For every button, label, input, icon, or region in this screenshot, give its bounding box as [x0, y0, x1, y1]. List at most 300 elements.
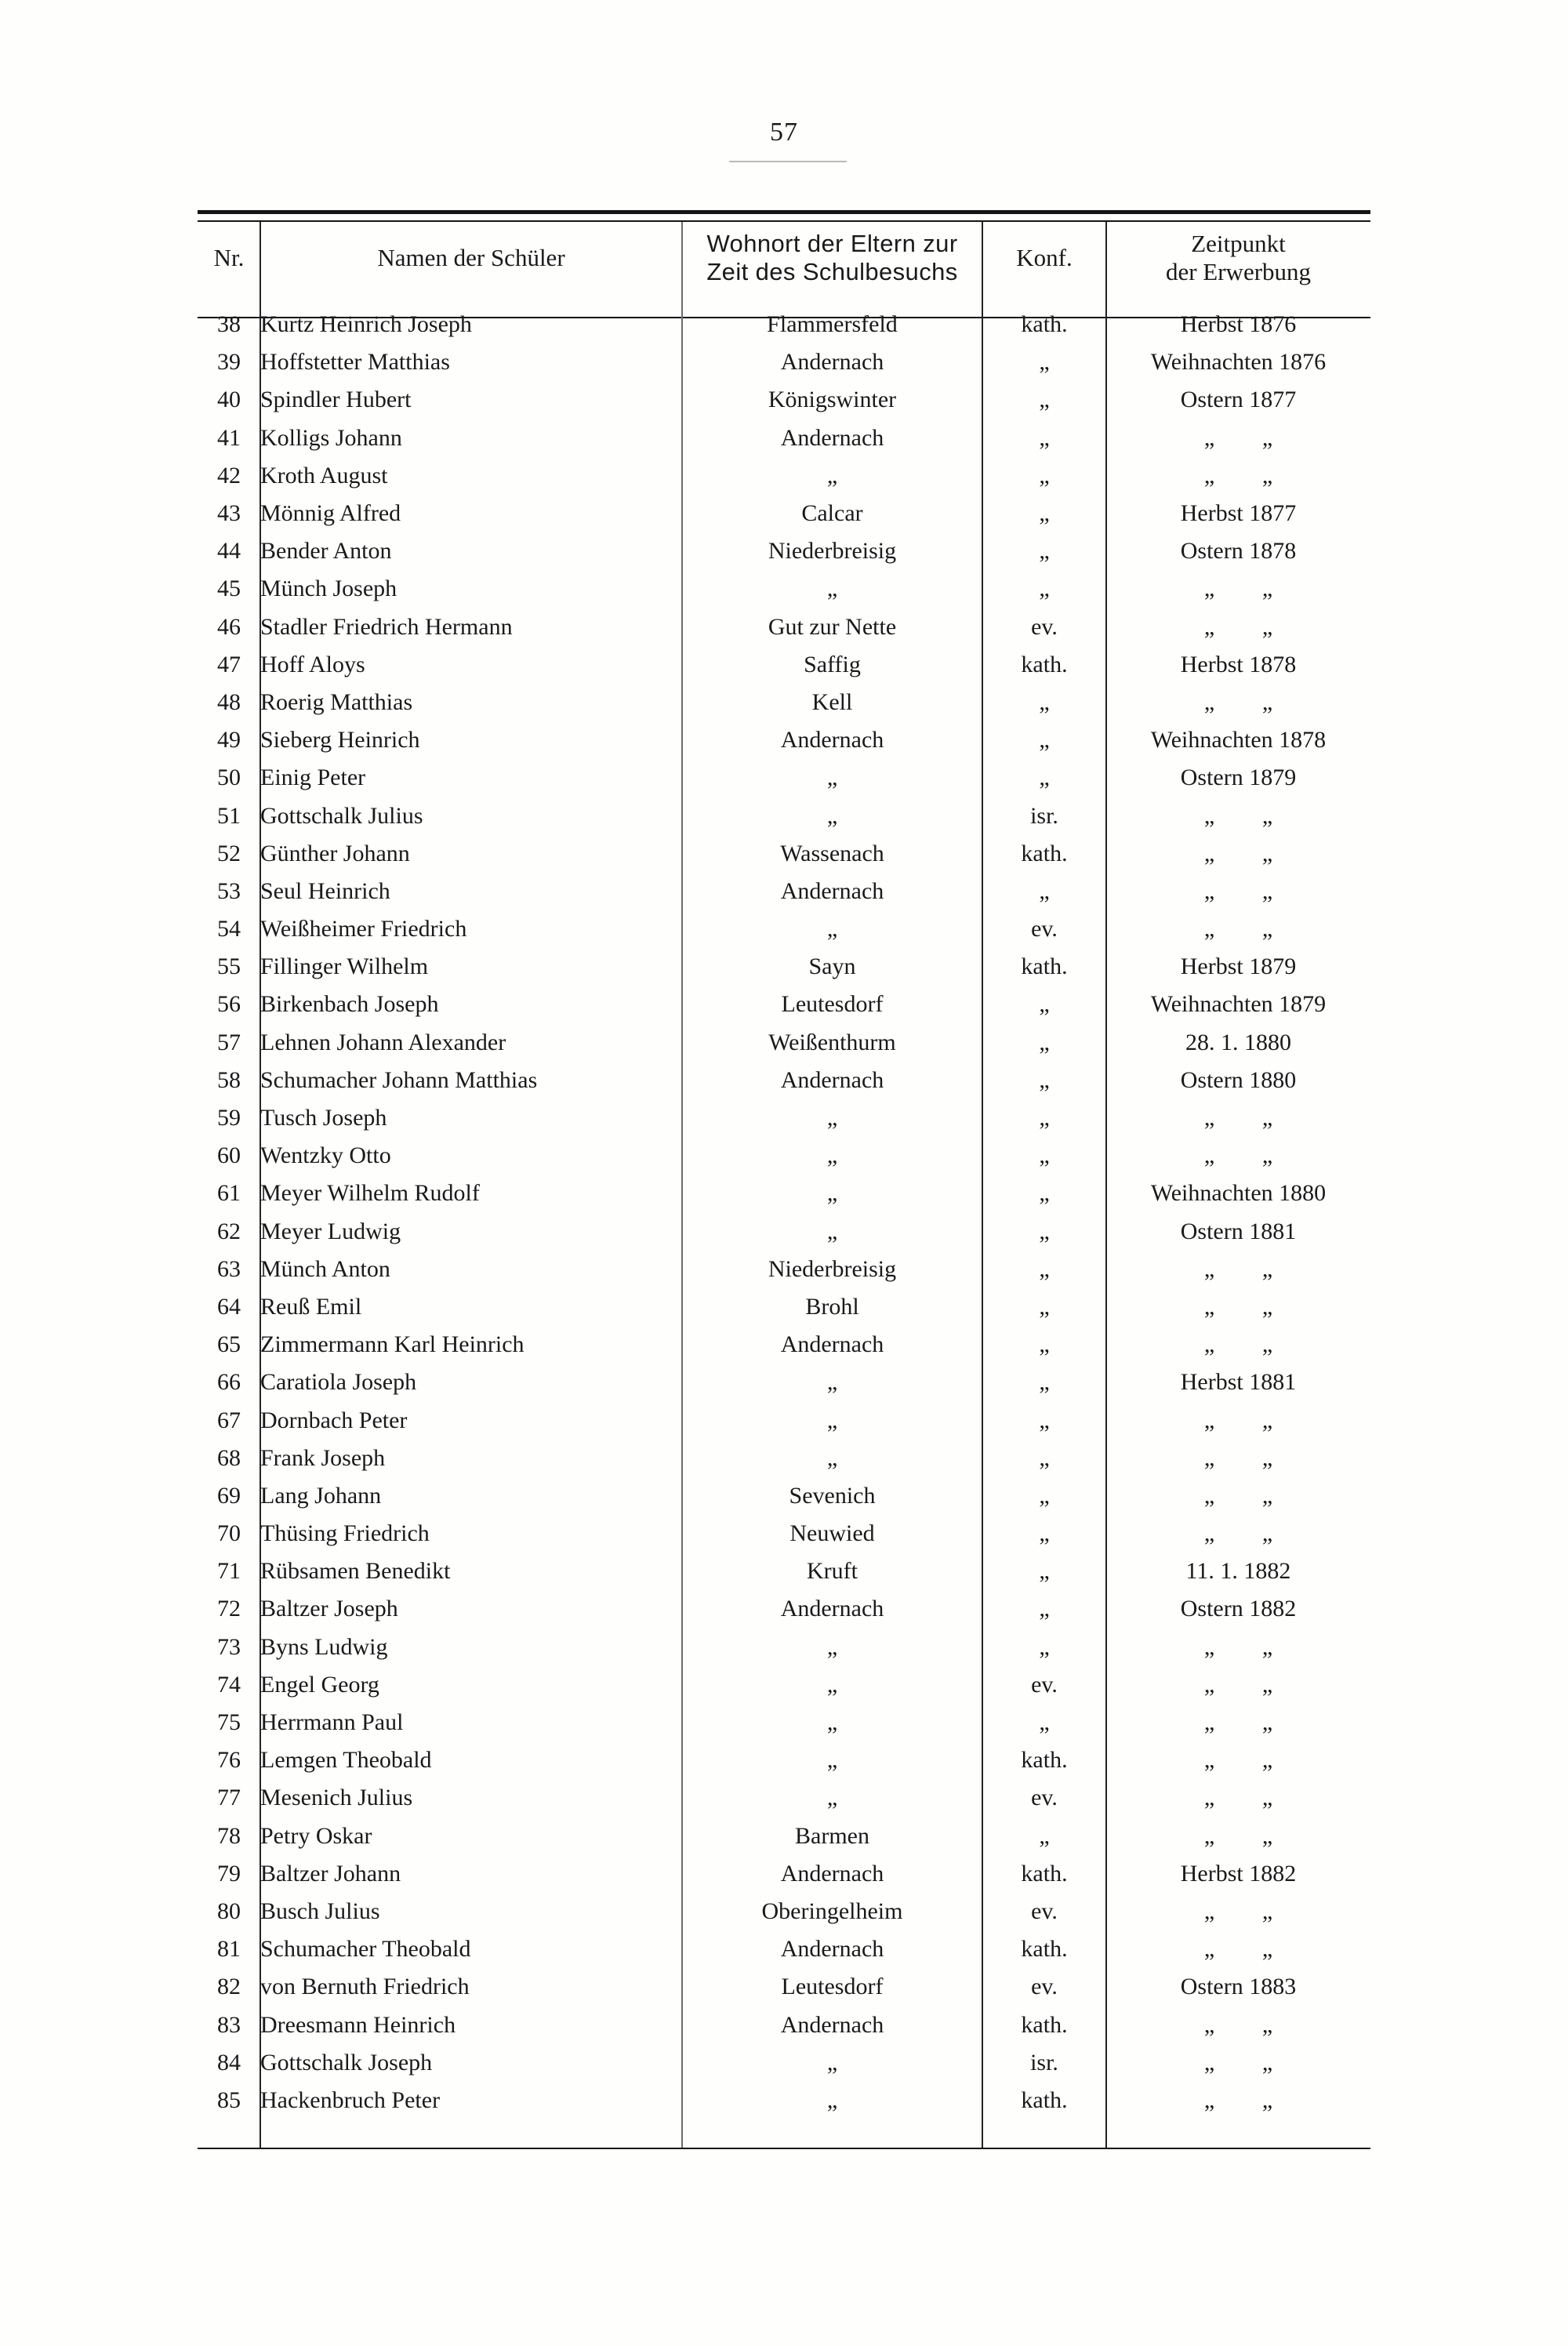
table-row [198, 1024, 1370, 1062]
cell-name: Bender Anton [260, 538, 392, 565]
table-row [198, 1779, 1370, 1817]
table-row [198, 381, 1370, 419]
cell-nr: 57 [217, 1029, 241, 1055]
cell-name: Baltzer Johann [260, 1860, 401, 1887]
cell-wohnort: Andernach [780, 2011, 884, 2038]
cell-nr: 54 [217, 916, 241, 942]
cell-name: Baltzer Joseph [260, 1596, 398, 1622]
table-row [198, 910, 1370, 948]
cell-nr: 45 [217, 576, 241, 602]
cell-name: Schumacher Theobald [260, 1936, 471, 1963]
cell-zeitpunkt: Ostern 1880 [1180, 1066, 1297, 1093]
cell-name: Meyer Wilhelm Rudolf [260, 1180, 480, 1207]
cell-nr: 53 [217, 877, 241, 904]
cell-wohnort: Andernach [780, 727, 884, 754]
cell-konf: „ [1039, 424, 1050, 451]
cell-name: Spindler Hubert [260, 387, 412, 413]
cell-wohnort: „ [826, 916, 838, 942]
table-row [198, 1704, 1370, 1741]
cell-zeitpunkt: „ „ [1203, 576, 1273, 602]
cell-zeitpunkt: „ „ [1203, 2049, 1273, 2075]
cell-konf: ev. [1031, 1898, 1058, 1924]
cell-konf: ev. [1031, 1671, 1058, 1698]
cell-wohnort: „ [826, 1142, 838, 1169]
cell-zeitpunkt: „ „ [1203, 1105, 1273, 1131]
cell-wohnort: Saffig [804, 651, 861, 677]
table-row [198, 1968, 1370, 2006]
cell-name: Birkenbach Joseph [260, 991, 439, 1018]
cell-konf: „ [1039, 1596, 1050, 1622]
cell-nr: 46 [217, 613, 241, 640]
table-row [198, 1440, 1370, 1477]
cell-wohnort: „ [826, 1671, 838, 1698]
table-row [198, 1515, 1370, 1552]
table-row [198, 721, 1370, 759]
cell-wohnort: „ [826, 1709, 838, 1736]
cell-name: Hackenbruch Peter [260, 2086, 441, 2113]
cell-zeitpunkt: „ „ [1203, 1898, 1273, 1924]
table-row [198, 570, 1370, 608]
cell-wohnort: „ [826, 1785, 838, 1811]
cell-konf: kath. [1021, 953, 1068, 980]
table-row [198, 495, 1370, 532]
table-row [198, 2082, 1370, 2119]
cell-konf: ev. [1031, 1785, 1058, 1811]
cell-name: Byns Ludwig [260, 1633, 388, 1660]
cell-konf: „ [1039, 1255, 1050, 1282]
cell-wohnort: Andernach [780, 349, 884, 376]
cell-wohnort: „ [826, 462, 838, 488]
cell-name: Schumacher Johann Matthias [260, 1066, 538, 1093]
table-row [198, 1175, 1370, 1212]
cell-nr: 64 [217, 1293, 241, 1320]
cell-konf: „ [1039, 538, 1050, 565]
cell-konf: „ [1039, 349, 1050, 376]
cell-zeitpunkt: Herbst 1878 [1180, 651, 1297, 677]
table-row [198, 1477, 1370, 1515]
cell-konf: kath. [1021, 2086, 1068, 2113]
cell-konf: „ [1039, 877, 1050, 904]
table-row [198, 306, 1370, 343]
table-row [198, 1629, 1370, 1666]
cell-wohnort: Barmen [795, 1822, 869, 1849]
cell-konf: kath. [1021, 651, 1068, 677]
cell-name: Thüsing Friedrich [260, 1520, 430, 1547]
cell-wohnort: Andernach [780, 1596, 884, 1622]
cell-nr: 39 [217, 349, 241, 376]
cell-name: Münch Joseph [260, 576, 397, 602]
cell-name: Mesenich Julius [260, 1785, 413, 1811]
cell-name: Petry Oskar [260, 1822, 372, 1849]
table-row [198, 1930, 1370, 1968]
cell-nr: 70 [217, 1520, 241, 1547]
cell-nr: 73 [217, 1633, 241, 1660]
cell-konf: „ [1039, 727, 1050, 754]
cell-nr: 63 [217, 1255, 241, 1282]
cell-name: Roerig Matthias [260, 688, 413, 715]
table-row [198, 1818, 1370, 1855]
cell-nr: 50 [217, 764, 241, 791]
cell-nr: 79 [217, 1860, 241, 1887]
cell-nr: 52 [217, 840, 241, 866]
cell-nr: 69 [217, 1482, 241, 1509]
cell-name: Gottschalk Julius [260, 802, 423, 829]
cell-nr: 84 [217, 2049, 241, 2075]
cell-name: Lang Johann [260, 1482, 382, 1509]
cell-zeitpunkt: Ostern 1878 [1180, 538, 1297, 565]
table-row [198, 1326, 1370, 1364]
cell-konf: „ [1039, 1293, 1050, 1320]
cell-zeitpunkt: „ „ [1203, 1482, 1273, 1509]
cell-nr: 67 [217, 1407, 241, 1433]
table-row [198, 532, 1370, 570]
cell-nr: 81 [217, 1936, 241, 1963]
header-zeitpunkt-line1: Zeitpunkt [1191, 230, 1286, 258]
cell-nr: 76 [217, 1747, 241, 1774]
cell-konf: kath. [1021, 1747, 1068, 1774]
cell-nr: 59 [217, 1105, 241, 1131]
cell-name: Rübsamen Benedikt [260, 1558, 451, 1585]
cell-konf: isr. [1030, 2049, 1058, 2075]
table-row [198, 1364, 1370, 1401]
cell-name: Kroth August [260, 462, 388, 488]
cell-zeitpunkt: Herbst 1879 [1180, 953, 1297, 980]
header-wohnort-line1: Wohnort der Eltern zur [706, 230, 958, 258]
cell-wohnort: Niederbreisig [768, 538, 897, 565]
cell-konf: „ [1039, 1142, 1050, 1169]
cell-konf: „ [1039, 1444, 1050, 1471]
cell-zeitpunkt: „ „ [1203, 1747, 1273, 1774]
cell-zeitpunkt: „ „ [1203, 1293, 1273, 1320]
cell-nr: 61 [217, 1180, 241, 1207]
cell-wohnort: Sevenich [789, 1482, 876, 1509]
cell-konf: „ [1039, 500, 1050, 527]
cell-zeitpunkt: „ „ [1203, 424, 1273, 451]
cell-zeitpunkt: 28. 1. 1880 [1185, 1029, 1291, 1055]
table-row [198, 1251, 1370, 1288]
cell-wohnort: Leutesdorf [781, 991, 884, 1018]
cell-nr: 38 [217, 311, 241, 338]
cell-zeitpunkt: „ „ [1203, 613, 1273, 640]
cell-wohnort: Flammersfeld [767, 311, 898, 338]
cell-nr: 62 [217, 1218, 241, 1244]
cell-name: Günther Johann [260, 840, 410, 866]
table-row [198, 759, 1370, 797]
table-row [198, 343, 1370, 381]
cell-nr: 85 [217, 2086, 241, 2113]
table-row [198, 1741, 1370, 1779]
cell-nr: 75 [217, 1709, 241, 1736]
cell-nr: 51 [217, 802, 241, 829]
cell-wohnort: „ [826, 764, 838, 791]
cell-wohnort: Oberingelheim [761, 1898, 903, 1924]
cell-nr: 80 [217, 1898, 241, 1924]
cell-name: von Bernuth Friedrich [260, 1974, 470, 2000]
cell-name: Stadler Friedrich Hermann [260, 613, 513, 640]
cell-wohnort: „ [826, 1369, 838, 1396]
cell-zeitpunkt: „ „ [1203, 1520, 1273, 1547]
header-wohnort-line2: Zeit des Schulbesuchs [706, 258, 958, 285]
cell-zeitpunkt: Herbst 1881 [1180, 1369, 1297, 1396]
table-row [198, 1855, 1370, 1893]
table-row [198, 797, 1370, 834]
cell-konf: „ [1039, 1482, 1050, 1509]
table-row [198, 1666, 1370, 1704]
header-wohnort [682, 210, 982, 306]
cell-konf: „ [1039, 1369, 1050, 1396]
table-row [198, 608, 1370, 646]
header-zeitpunkt [1106, 210, 1370, 306]
cell-konf: ev. [1031, 613, 1058, 640]
cell-konf: „ [1039, 1822, 1050, 1849]
cell-wohnort: Andernach [780, 424, 884, 451]
cell-nr: 48 [217, 688, 241, 715]
cell-zeitpunkt: „ „ [1203, 1444, 1273, 1471]
cell-name: Fillinger Wilhelm [260, 953, 429, 980]
cell-name: Engel Georg [260, 1671, 379, 1698]
page-number-rule [729, 161, 847, 162]
cell-konf: „ [1039, 462, 1050, 488]
cell-wohnort: Sayn [808, 953, 856, 980]
table-row [198, 1552, 1370, 1590]
cell-konf: kath. [1021, 1860, 1068, 1887]
cell-wohnort: Weißenthurm [768, 1029, 896, 1055]
cell-zeitpunkt: „ „ [1203, 1936, 1273, 1963]
cell-wohnort: „ [826, 1407, 838, 1433]
cell-zeitpunkt: 11. 1. 1882 [1185, 1558, 1291, 1585]
cell-zeitpunkt: „ „ [1203, 1822, 1273, 1849]
cell-zeitpunkt: Ostern 1881 [1180, 1218, 1297, 1244]
cell-wohnort: Calcar [801, 500, 863, 527]
cell-nr: 42 [217, 462, 241, 488]
student-register-table [198, 210, 1370, 2119]
cell-konf: kath. [1021, 840, 1068, 866]
cell-zeitpunkt: „ „ [1203, 1633, 1273, 1660]
table-row [198, 1213, 1370, 1251]
cell-zeitpunkt: Herbst 1877 [1180, 500, 1297, 527]
cell-nr: 82 [217, 1974, 241, 2000]
cell-wohnort: „ [826, 2086, 838, 2113]
cell-konf: „ [1039, 576, 1050, 602]
table-row [198, 873, 1370, 910]
cell-zeitpunkt: „ „ [1203, 1785, 1273, 1811]
cell-wohnort: Andernach [780, 1066, 884, 1093]
cell-konf: kath. [1021, 2011, 1068, 2038]
cell-konf: „ [1039, 1558, 1050, 1585]
cell-nr: 44 [217, 538, 241, 565]
cell-wohnort: „ [826, 1105, 838, 1131]
cell-wohnort: Andernach [780, 1936, 884, 1963]
cell-wohnort: Brohl [805, 1293, 859, 1320]
cell-nr: 58 [217, 1066, 241, 1093]
table-row [198, 646, 1370, 684]
table-bottom-rule [198, 2148, 1370, 2149]
cell-konf: „ [1039, 1218, 1050, 1244]
cell-nr: 41 [217, 424, 241, 451]
cell-nr: 66 [217, 1369, 241, 1396]
cell-name: Seul Heinrich [260, 877, 390, 904]
cell-name: Kolligs Johann [260, 424, 402, 451]
cell-name: Hoff Aloys [260, 651, 365, 677]
cell-zeitpunkt: „ „ [1203, 2086, 1273, 2113]
cell-wohnort: Kell [811, 688, 853, 715]
cell-nr: 56 [217, 991, 241, 1018]
cell-name: Lehnen Johann Alexander [260, 1029, 506, 1055]
cell-wohnort: Gut zur Nette [768, 613, 897, 640]
table-row [198, 1893, 1370, 1930]
cell-zeitpunkt: „ „ [1203, 2011, 1273, 2038]
cell-konf: „ [1039, 1709, 1050, 1736]
table-row [198, 986, 1370, 1023]
table-row [198, 684, 1370, 721]
table-header [198, 210, 1370, 306]
cell-name: Sieberg Heinrich [260, 727, 420, 754]
cell-nr: 60 [217, 1142, 241, 1169]
cell-name: Mönnig Alfred [260, 500, 401, 527]
cell-nr: 49 [217, 727, 241, 754]
table-row [198, 457, 1370, 495]
cell-zeitpunkt: Weihnachten 1878 [1150, 727, 1327, 754]
header-zeitpunkt-line2: der Erwerbung [1165, 258, 1312, 285]
cell-zeitpunkt: „ „ [1203, 1142, 1273, 1169]
cell-konf: ev. [1031, 1974, 1058, 2000]
cell-zeitpunkt: Ostern 1882 [1180, 1596, 1297, 1622]
cell-konf: „ [1039, 387, 1050, 413]
cell-name: Frank Joseph [260, 1444, 386, 1471]
table-row [198, 2006, 1370, 2043]
cell-nr: 83 [217, 2011, 241, 2038]
cell-wohnort: Königswinter [768, 387, 897, 413]
cell-zeitpunkt: „ „ [1203, 877, 1273, 904]
cell-wohnort: „ [826, 1633, 838, 1660]
cell-zeitpunkt: „ „ [1203, 1407, 1273, 1433]
cell-zeitpunkt: Ostern 1879 [1180, 764, 1297, 791]
cell-zeitpunkt: „ „ [1203, 840, 1273, 866]
cell-name: Hoffstetter Matthias [260, 349, 450, 376]
cell-konf: „ [1039, 1180, 1050, 1207]
cell-konf: kath. [1021, 1936, 1068, 1963]
cell-nr: 72 [217, 1596, 241, 1622]
cell-zeitpunkt: „ „ [1203, 688, 1273, 715]
cell-wohnort: Kruft [807, 1558, 858, 1585]
cell-zeitpunkt: „ „ [1203, 1671, 1273, 1698]
cell-konf: kath. [1021, 311, 1068, 338]
cell-wohnort: Niederbreisig [768, 1255, 897, 1282]
cell-zeitpunkt: „ „ [1203, 802, 1273, 829]
cell-wohnort: „ [826, 802, 838, 829]
cell-wohnort: „ [826, 2049, 838, 2075]
cell-nr: 55 [217, 953, 241, 980]
cell-konf: „ [1039, 764, 1050, 791]
cell-name: Busch Julius [260, 1898, 380, 1924]
cell-zeitpunkt: „ „ [1203, 462, 1273, 488]
cell-name: Herrmann Paul [260, 1709, 404, 1736]
cell-wohnort: Neuwied [789, 1520, 875, 1547]
table-row [198, 1401, 1370, 1439]
cell-name: Einig Peter [260, 764, 366, 791]
cell-zeitpunkt: Weihnachten 1880 [1150, 1180, 1327, 1207]
cell-wohnort: Andernach [780, 1860, 884, 1887]
cell-name: Caratiola Joseph [260, 1369, 417, 1396]
cell-name: Lemgen Theobald [260, 1747, 432, 1774]
cell-wohnort: „ [826, 1180, 838, 1207]
cell-zeitpunkt: Herbst 1882 [1180, 1860, 1297, 1887]
cell-konf: isr. [1030, 802, 1058, 829]
cell-name: Gottschalk Joseph [260, 2049, 433, 2075]
cell-nr: 40 [217, 387, 241, 413]
cell-wohnort: Leutesdorf [781, 1974, 884, 2000]
table-row [198, 419, 1370, 457]
table-row [198, 1099, 1370, 1137]
header-name: Namen der Schüler [377, 244, 565, 272]
cell-nr: 47 [217, 651, 241, 677]
cell-wohnort: „ [826, 1444, 838, 1471]
cell-nr: 65 [217, 1331, 241, 1358]
cell-zeitpunkt: Weihnachten 1879 [1150, 991, 1327, 1018]
cell-konf: „ [1039, 1407, 1050, 1433]
cell-zeitpunkt: „ „ [1203, 1709, 1273, 1736]
cell-zeitpunkt: Herbst 1876 [1180, 311, 1297, 338]
cell-name: Dornbach Peter [260, 1407, 408, 1433]
cell-konf: „ [1039, 1633, 1050, 1660]
cell-zeitpunkt: „ „ [1203, 1255, 1273, 1282]
cell-name: Meyer Ludwig [260, 1218, 401, 1244]
cell-wohnort: „ [826, 1218, 838, 1244]
cell-wohnort: Andernach [780, 877, 884, 904]
table-row [198, 2044, 1370, 2082]
cell-zeitpunkt: Weihnachten 1876 [1150, 349, 1327, 376]
table-row [198, 948, 1370, 986]
cell-name: Dreesmann Heinrich [260, 2011, 456, 2038]
cell-konf: „ [1039, 1105, 1050, 1131]
table-row [198, 1288, 1370, 1326]
cell-name: Reuß Emil [260, 1293, 362, 1320]
table-row [198, 1137, 1370, 1175]
cell-konf: „ [1039, 1066, 1050, 1093]
page-number: 57 [770, 118, 798, 147]
table-body [198, 306, 1370, 2119]
cell-name: Zimmermann Karl Heinrich [260, 1331, 524, 1358]
cell-nr: 74 [217, 1671, 241, 1698]
table-row [198, 1062, 1370, 1099]
cell-konf: „ [1039, 991, 1050, 1018]
cell-wohnort: Andernach [780, 1331, 884, 1358]
cell-name: Tusch Joseph [260, 1105, 387, 1131]
table-row [198, 1590, 1370, 1628]
cell-name: Weißheimer Friedrich [260, 916, 467, 942]
cell-wohnort: „ [826, 576, 838, 602]
cell-wohnort: Wassenach [780, 840, 884, 866]
cell-nr: 71 [217, 1558, 241, 1585]
table-row [198, 835, 1370, 873]
cell-name: Wentzky Otto [260, 1142, 391, 1169]
cell-konf: „ [1039, 1331, 1050, 1358]
cell-zeitpunkt: „ „ [1203, 1331, 1273, 1358]
header-konf: Konf. [1016, 244, 1073, 272]
cell-nr: 78 [217, 1822, 241, 1849]
header-nr: Nr. [213, 244, 245, 272]
cell-konf: ev. [1031, 916, 1058, 942]
cell-nr: 77 [217, 1785, 241, 1811]
cell-konf: „ [1039, 1029, 1050, 1055]
cell-nr: 43 [217, 500, 241, 527]
cell-zeitpunkt: Ostern 1877 [1180, 387, 1297, 413]
cell-wohnort: „ [826, 1747, 838, 1774]
cell-konf: „ [1039, 1520, 1050, 1547]
cell-konf: „ [1039, 688, 1050, 715]
cell-zeitpunkt: „ „ [1203, 916, 1273, 942]
cell-name: Kurtz Heinrich Joseph [260, 311, 472, 338]
